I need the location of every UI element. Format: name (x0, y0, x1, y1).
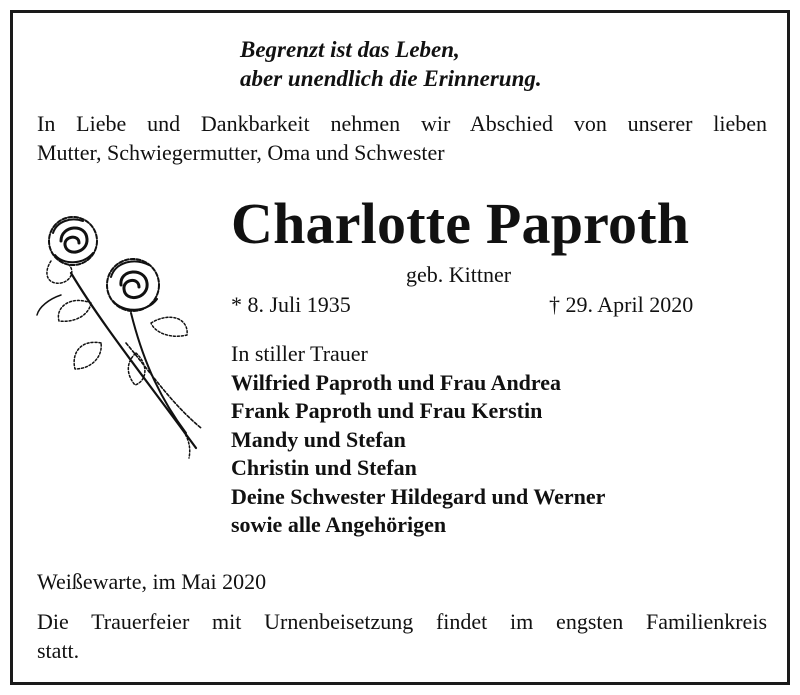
deceased-name: Charlotte Paproth (231, 191, 690, 256)
mourner-name: Christin und Stefan (231, 455, 417, 480)
death-date: † 29. April 2020 (549, 292, 694, 317)
mourner-name: Wilfried Paproth und Frau Andrea (231, 369, 562, 395)
ceremony-line-2: statt. (37, 638, 80, 663)
motto (240, 35, 542, 93)
mourner-name: Deine Schwester Hildegard und Werner (231, 483, 606, 509)
intro-text (37, 109, 767, 167)
mourner-name: Frank Paproth und Frau Kerstin (231, 398, 543, 423)
obituary-notice (10, 10, 790, 685)
intro-line-1: In Liebe und Dankbarkeit nehmen wir Abschied von unserer lieben (37, 111, 767, 136)
mourning-lead: In stiller Trauer (231, 341, 368, 366)
ceremony-line-1: Die Trauerfeier mit Urnenbeisetzung findet im engsten Familienkreis (37, 609, 767, 634)
maiden-name: geb. Kittner (406, 262, 512, 287)
mourners-list (231, 340, 605, 540)
place-and-date: Weißewarte, im Mai 2020 (37, 569, 267, 594)
roses-icon (31, 203, 206, 463)
mourner-name: Mandy und Stefan (231, 426, 406, 452)
ceremony-text (37, 607, 767, 665)
motto-line-2: aber unendlich die Erinnerung. (240, 66, 542, 91)
intro-line-2: Mutter, Schwiegermutter, Oma und Schwester (37, 140, 445, 165)
birth-date: * 8. Juli 1935 (231, 292, 351, 317)
motto-line-1: Begrenzt ist das Leben, (240, 37, 460, 62)
mourner-name: sowie alle Angehörigen (231, 512, 447, 537)
